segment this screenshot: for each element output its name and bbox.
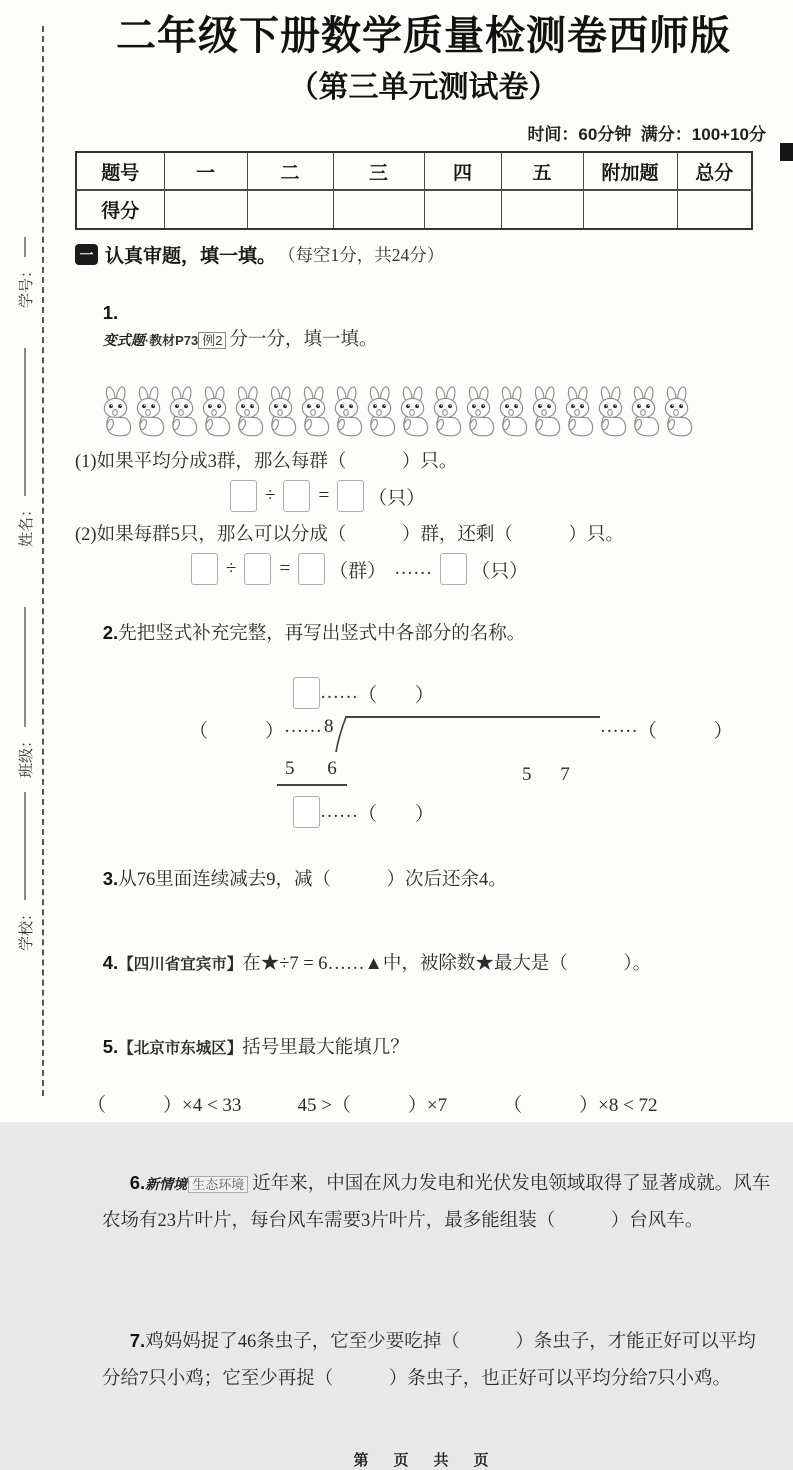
score-header-cell: 总分 xyxy=(677,152,752,190)
question-number: 3. xyxy=(102,868,119,889)
divisor-digit: 8 xyxy=(324,716,334,737)
time-score-meta: 时间：60分钟 满分：100+10分 xyxy=(527,125,766,144)
page-subtitle: （第三单元测试卷） xyxy=(288,71,559,104)
question-text: 近年来，中国在风力发电和光伏发电领域取得了显著成就。风车农场有23片叶片，每台风车需要3片叶片，最多能组装（ ）台风车。 xyxy=(102,1174,771,1231)
name-fill-line xyxy=(24,348,26,496)
unit-label: （只） xyxy=(471,560,529,582)
answer-box xyxy=(230,480,257,512)
section-1-header xyxy=(75,241,772,268)
region-tag: 【北京市东城区】 xyxy=(118,1040,243,1057)
rabbit-icon xyxy=(396,385,429,439)
question-3 xyxy=(75,844,772,912)
unit-label: （群） xyxy=(329,560,387,582)
inequality-item: （ ）×8 < 72 xyxy=(503,1095,658,1116)
product-digits: 5 6 xyxy=(285,758,351,779)
dividend-name-blank: （ ） xyxy=(637,721,733,742)
label-dots: …… xyxy=(320,682,358,703)
remainder-box xyxy=(293,796,320,828)
variant-tag: 变式题 xyxy=(102,332,145,348)
rabbit-icon xyxy=(462,385,495,439)
answer-box xyxy=(244,553,271,585)
binding-info-column xyxy=(10,41,40,1081)
content-column xyxy=(75,12,772,1470)
inequality-item: （ ）×4 < 33 xyxy=(87,1095,242,1116)
name-label: 姓名： xyxy=(17,501,35,547)
score-empty-cell xyxy=(583,190,677,229)
rabbit-icon xyxy=(627,385,660,439)
score-header-cell: 一 xyxy=(164,152,247,190)
score-header-cell: 题号 xyxy=(76,152,164,190)
binding-dashed-line xyxy=(42,26,44,1096)
answer-box xyxy=(298,553,325,585)
question-text: 括号里最大能填几？ xyxy=(242,1038,409,1058)
question-number: 2. xyxy=(102,622,119,643)
equals-sign: = xyxy=(318,485,330,506)
rabbit-icon xyxy=(198,385,231,439)
score-header-cell: 二 xyxy=(247,152,333,190)
score-empty-cell xyxy=(333,190,424,229)
score-table xyxy=(75,151,753,230)
label-dots: …… xyxy=(599,716,638,737)
label-dots: …… xyxy=(284,716,323,737)
class-fill-line xyxy=(24,607,26,727)
remainder-name-blank: （ ） xyxy=(358,803,435,825)
question-5-inequalities xyxy=(87,1090,772,1117)
quotient-box xyxy=(293,677,320,709)
rabbit-icon xyxy=(132,385,165,439)
rabbit-row xyxy=(99,385,772,439)
divide-sign: ÷ xyxy=(265,485,276,506)
equals-sign: = xyxy=(279,558,291,579)
section-title: 认真审题，填一填。 xyxy=(105,246,277,267)
answer-box xyxy=(283,480,310,512)
rabbit-icon xyxy=(99,385,132,439)
question-number: 1. xyxy=(102,302,119,323)
score-header-cell: 五 xyxy=(501,152,583,190)
answer-box xyxy=(440,553,467,585)
score-empty-cell xyxy=(164,190,247,229)
section-number-badge: 一 xyxy=(75,244,98,265)
question-1-sub-2: (2)如果每群5只，那么可以分成（ ）群，还剩（ ）只。 xyxy=(75,525,624,545)
question-text: 分一分，填一填。 xyxy=(229,330,378,350)
dividend-digits: 5 7 xyxy=(522,764,582,785)
division-bracket-icon xyxy=(335,717,347,753)
divisor-name-blank: （ ） xyxy=(189,721,285,742)
question-number: 5. xyxy=(102,1036,119,1057)
score-empty-cell xyxy=(424,190,501,229)
new-context-tag: 新情境 xyxy=(145,1176,188,1192)
quotient-name-blank: （ ） xyxy=(358,684,435,706)
question-text: 先把竖式补充完整，再写出竖式中各部分的名称。 xyxy=(118,624,526,644)
question-text: 在★÷7 = 6……▲中，被除数★最大是（ ）。 xyxy=(242,954,652,974)
score-header-cell: 附加题 xyxy=(583,152,677,190)
unit-label: （只） xyxy=(368,487,426,509)
score-row-label: 得分 xyxy=(76,190,164,229)
rabbit-icon xyxy=(594,385,627,439)
score-empty-cell xyxy=(501,190,583,229)
class-label: 班级： xyxy=(17,732,35,778)
question-1-sub-1: (1)如果平均分成3群，那么每群（ ）只。 xyxy=(75,452,458,472)
section-score-note: （每空1分，共24分） xyxy=(278,245,445,265)
inequality-item: 45 >（ ）×7 xyxy=(297,1095,448,1116)
school-fill-line xyxy=(24,792,26,900)
question-text: 鸡妈妈捉了46条虫子，它至少要吃掉（ ）条虫子，才能正好可以平均分给7只小鸡；它至少再捉（ ）条虫子，也正好可以平均分给7只小鸡。 xyxy=(102,1332,756,1389)
page-footer: 第 页 共 页 xyxy=(353,1452,494,1469)
rabbit-icon xyxy=(165,385,198,439)
equation-2 xyxy=(191,553,772,585)
subtraction-line xyxy=(277,784,347,786)
question-text: 从76里面连续减去9，减（ ）次后还余4。 xyxy=(118,870,507,890)
question-4 xyxy=(75,928,772,996)
question-number: 7. xyxy=(129,1330,146,1351)
score-header-cell: 三 xyxy=(333,152,424,190)
label-dots: …… xyxy=(320,801,358,822)
rabbit-icon xyxy=(264,385,297,439)
example-ref-badge: 例2 xyxy=(198,332,226,349)
eco-environment-badge: 生态环境 xyxy=(188,1176,248,1193)
rabbit-icon xyxy=(363,385,396,439)
question-2 xyxy=(75,598,772,666)
answer-box xyxy=(337,480,364,512)
rabbit-icon xyxy=(528,385,561,439)
rabbit-icon xyxy=(231,385,264,439)
rabbit-icon xyxy=(330,385,363,439)
question-7 xyxy=(75,1285,772,1435)
rabbit-icon xyxy=(429,385,462,439)
question-number: 6. xyxy=(129,1172,146,1193)
divide-sign: ÷ xyxy=(226,558,237,579)
question-number: 4. xyxy=(102,952,119,973)
remainder-dots: …… xyxy=(394,558,433,579)
answer-box xyxy=(191,553,218,585)
rabbit-icon xyxy=(495,385,528,439)
long-division-diagram xyxy=(189,674,772,831)
equation-1 xyxy=(230,480,772,512)
question-1 xyxy=(75,281,772,372)
print-registration-mark xyxy=(780,143,793,161)
rabbit-icon xyxy=(297,385,330,439)
score-empty-cell xyxy=(677,190,752,229)
question-6 xyxy=(75,1127,772,1277)
textbook-ref: ·教材P73 xyxy=(144,333,199,348)
student-id-label: 学号： xyxy=(17,262,35,308)
page-title: 二年级下册数学质量检测卷西师版 xyxy=(116,14,731,58)
region-tag: 【四川省宜宾市】 xyxy=(118,956,243,973)
division-bracket xyxy=(345,716,600,808)
score-empty-cell xyxy=(247,190,333,229)
school-label: 学校： xyxy=(17,905,35,951)
question-5 xyxy=(75,1012,772,1080)
rabbit-icon xyxy=(561,385,594,439)
student-id-fill-line xyxy=(24,237,26,257)
rabbit-icon xyxy=(660,385,693,439)
score-header-cell: 四 xyxy=(424,152,501,190)
